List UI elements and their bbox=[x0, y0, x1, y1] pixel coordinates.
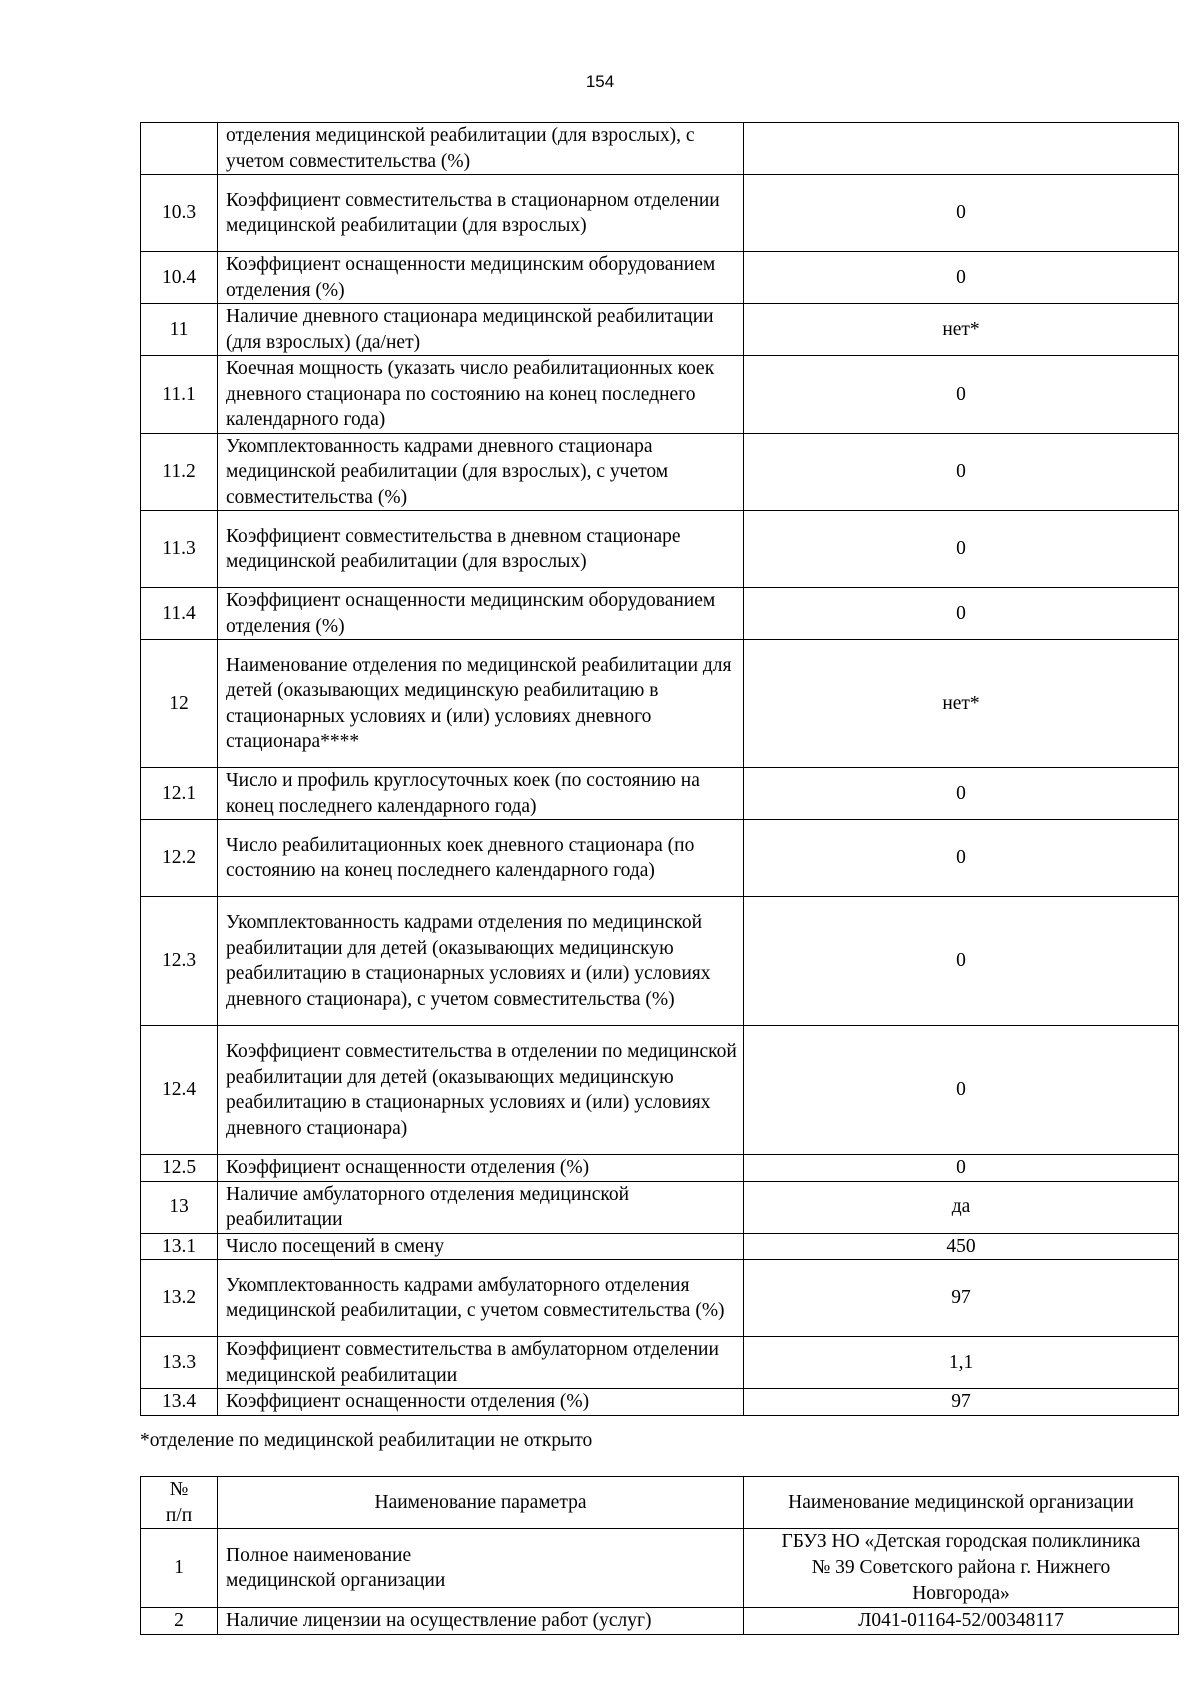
row-number: 11.1 bbox=[141, 356, 218, 434]
parameter-name: Коэффициент оснащенности медицинским оборудованием отделения (%) bbox=[218, 252, 744, 304]
row-number: 2 bbox=[141, 1608, 218, 1635]
table-row bbox=[141, 897, 1179, 1026]
parameter-value: 0 bbox=[744, 588, 1179, 640]
header-parameter: Наименование параметра bbox=[218, 1477, 744, 1529]
table-row bbox=[141, 1181, 1179, 1233]
row-number bbox=[141, 123, 218, 175]
row-number: 12.2 bbox=[141, 820, 218, 897]
header-organization: Наименование медицинской организации bbox=[744, 1477, 1179, 1529]
parameter-value: 1,1 bbox=[744, 1337, 1179, 1389]
table-row bbox=[141, 1529, 1179, 1608]
table-row bbox=[141, 252, 1179, 304]
row-number: 11.2 bbox=[141, 433, 218, 511]
parameter-name: Коэффициент совместительства в стационарном отделении медицинской реабилитации (для взрослых) bbox=[218, 175, 744, 252]
license-number: Л041-01164-52/00348117 bbox=[744, 1608, 1179, 1635]
parameters-table bbox=[140, 122, 1179, 1416]
parameter-value: нет* bbox=[744, 304, 1179, 356]
parameter-name: Коэффициент совместительства в дневном стационаре медицинской реабилитации (для взрослых) bbox=[218, 511, 744, 588]
page-number: 154 bbox=[585, 72, 615, 91]
parameter-value: 450 bbox=[744, 1233, 1179, 1260]
table-row bbox=[141, 356, 1179, 434]
parameter-value: 0 bbox=[744, 820, 1179, 897]
table-row bbox=[141, 1389, 1179, 1416]
table-row bbox=[141, 768, 1179, 820]
parameter-value: 0 bbox=[744, 897, 1179, 1026]
parameter-name: Наименование отделения по медицинской реабилитации для детей (оказывающих медицинскую реабилитацию в стационарных условиях и (или) условиях дневного стационара**** bbox=[218, 640, 744, 768]
table-row bbox=[141, 511, 1179, 588]
table-row bbox=[141, 820, 1179, 897]
parameter-value: 97 bbox=[744, 1389, 1179, 1416]
parameter-value: нет* bbox=[744, 640, 1179, 768]
row-number: 12.4 bbox=[141, 1026, 218, 1155]
table-row bbox=[141, 1233, 1179, 1260]
row-number: 12 bbox=[141, 640, 218, 768]
row-number: 13.4 bbox=[141, 1389, 218, 1416]
parameter-name: отделения медицинской реабилитации (для взрослых), с учетом совместительства (%) bbox=[218, 123, 744, 175]
parameter-value: да bbox=[744, 1181, 1179, 1233]
parameter-name: Коэффициент оснащенности медицинским оборудованием отделения (%) bbox=[218, 588, 744, 640]
parameter-value: 0 bbox=[744, 768, 1179, 820]
footnote: *отделение по медицинской реабилитации не открыто bbox=[140, 1430, 593, 1451]
parameter-value: 0 bbox=[744, 356, 1179, 434]
parameter-name: Коэффициент оснащенности отделения (%) bbox=[218, 1389, 744, 1416]
row-number: 13 bbox=[141, 1181, 218, 1233]
parameter-name: Коэффициент совместительства в амбулаторном отделении медицинской реабилитации bbox=[218, 1337, 744, 1389]
table-row bbox=[141, 640, 1179, 768]
table-row bbox=[141, 1337, 1179, 1389]
table-row bbox=[141, 123, 1179, 175]
parameter-name: Наличие дневного стационара медицинской реабилитации (для взрослых) (да/нет) bbox=[218, 304, 744, 356]
table-row bbox=[141, 1608, 1179, 1635]
parameter-name: Число реабилитационных коек дневного стационара (по состоянию на конец последнего календарного года) bbox=[218, 820, 744, 897]
parameter-name: Укомплектованность кадрами дневного стационара медицинской реабилитации (для взрослых), с учетом совместительства (%) bbox=[218, 433, 744, 511]
parameter-name: Укомплектованность кадрами отделения по медицинской реабилитации для детей (оказывающих медицинскую реабилитацию в стационарных условиях и (или) условиях дневного стационара), с учетом совместительства (%) bbox=[218, 897, 744, 1026]
parameter-name: Полное наименование медицинской организации bbox=[218, 1529, 744, 1608]
table-header-row bbox=[141, 1477, 1179, 1529]
parameter-name: Коэффициент совместительства в отделении по медицинской реабилитации для детей (оказывающих медицинскую реабилитацию в стационарных условиях и (или) условиях дневного стационара) bbox=[218, 1026, 744, 1155]
parameter-value: 0 bbox=[744, 511, 1179, 588]
row-number: 10.4 bbox=[141, 252, 218, 304]
parameter-value: 0 bbox=[744, 175, 1179, 252]
parameter-name: Число посещений в смену bbox=[218, 1233, 744, 1260]
table-row bbox=[141, 1026, 1179, 1155]
row-number: 10.3 bbox=[141, 175, 218, 252]
header-number: № п/п bbox=[141, 1477, 218, 1529]
row-number: 1 bbox=[141, 1529, 218, 1608]
parameter-name: Наличие амбулаторного отделения медицинской реабилитации bbox=[218, 1181, 744, 1233]
table-row bbox=[141, 175, 1179, 252]
parameter-name: Укомплектованность кадрами амбулаторного отделения медицинской реабилитации, с учетом совместительства (%) bbox=[218, 1260, 744, 1337]
parameter-value: 97 bbox=[744, 1260, 1179, 1337]
organization-table bbox=[140, 1476, 1179, 1635]
parameter-name: Число и профиль круглосуточных коек (по состоянию на конец последнего календарного года) bbox=[218, 768, 744, 820]
parameter-value: 0 bbox=[744, 1026, 1179, 1155]
row-number: 13.1 bbox=[141, 1233, 218, 1260]
table-row bbox=[141, 1260, 1179, 1337]
parameter-name: Наличие лицензии на осуществление работ (услуг) bbox=[218, 1608, 744, 1635]
row-number: 11.3 bbox=[141, 511, 218, 588]
row-number: 13.2 bbox=[141, 1260, 218, 1337]
organization-name: ГБУЗ НО «Детская городская поликлиника № 39 Советского района г. Нижнего Новгорода» bbox=[744, 1529, 1179, 1608]
table-row bbox=[141, 304, 1179, 356]
table-row bbox=[141, 1155, 1179, 1182]
row-number: 13.3 bbox=[141, 1337, 218, 1389]
row-number: 11 bbox=[141, 304, 218, 356]
row-number: 12.1 bbox=[141, 768, 218, 820]
row-number: 11.4 bbox=[141, 588, 218, 640]
parameter-value: 0 bbox=[744, 252, 1179, 304]
parameter-value: 0 bbox=[744, 1155, 1179, 1182]
row-number: 12.3 bbox=[141, 897, 218, 1026]
table-row bbox=[141, 433, 1179, 511]
parameter-name: Коечная мощность (указать число реабилитационных коек дневного стационара по состоянию на конец последнего календарного года) bbox=[218, 356, 744, 434]
parameter-value bbox=[744, 123, 1179, 175]
row-number: 12.5 bbox=[141, 1155, 218, 1182]
parameter-name: Коэффициент оснащенности отделения (%) bbox=[218, 1155, 744, 1182]
parameter-value: 0 bbox=[744, 433, 1179, 511]
table-row bbox=[141, 588, 1179, 640]
